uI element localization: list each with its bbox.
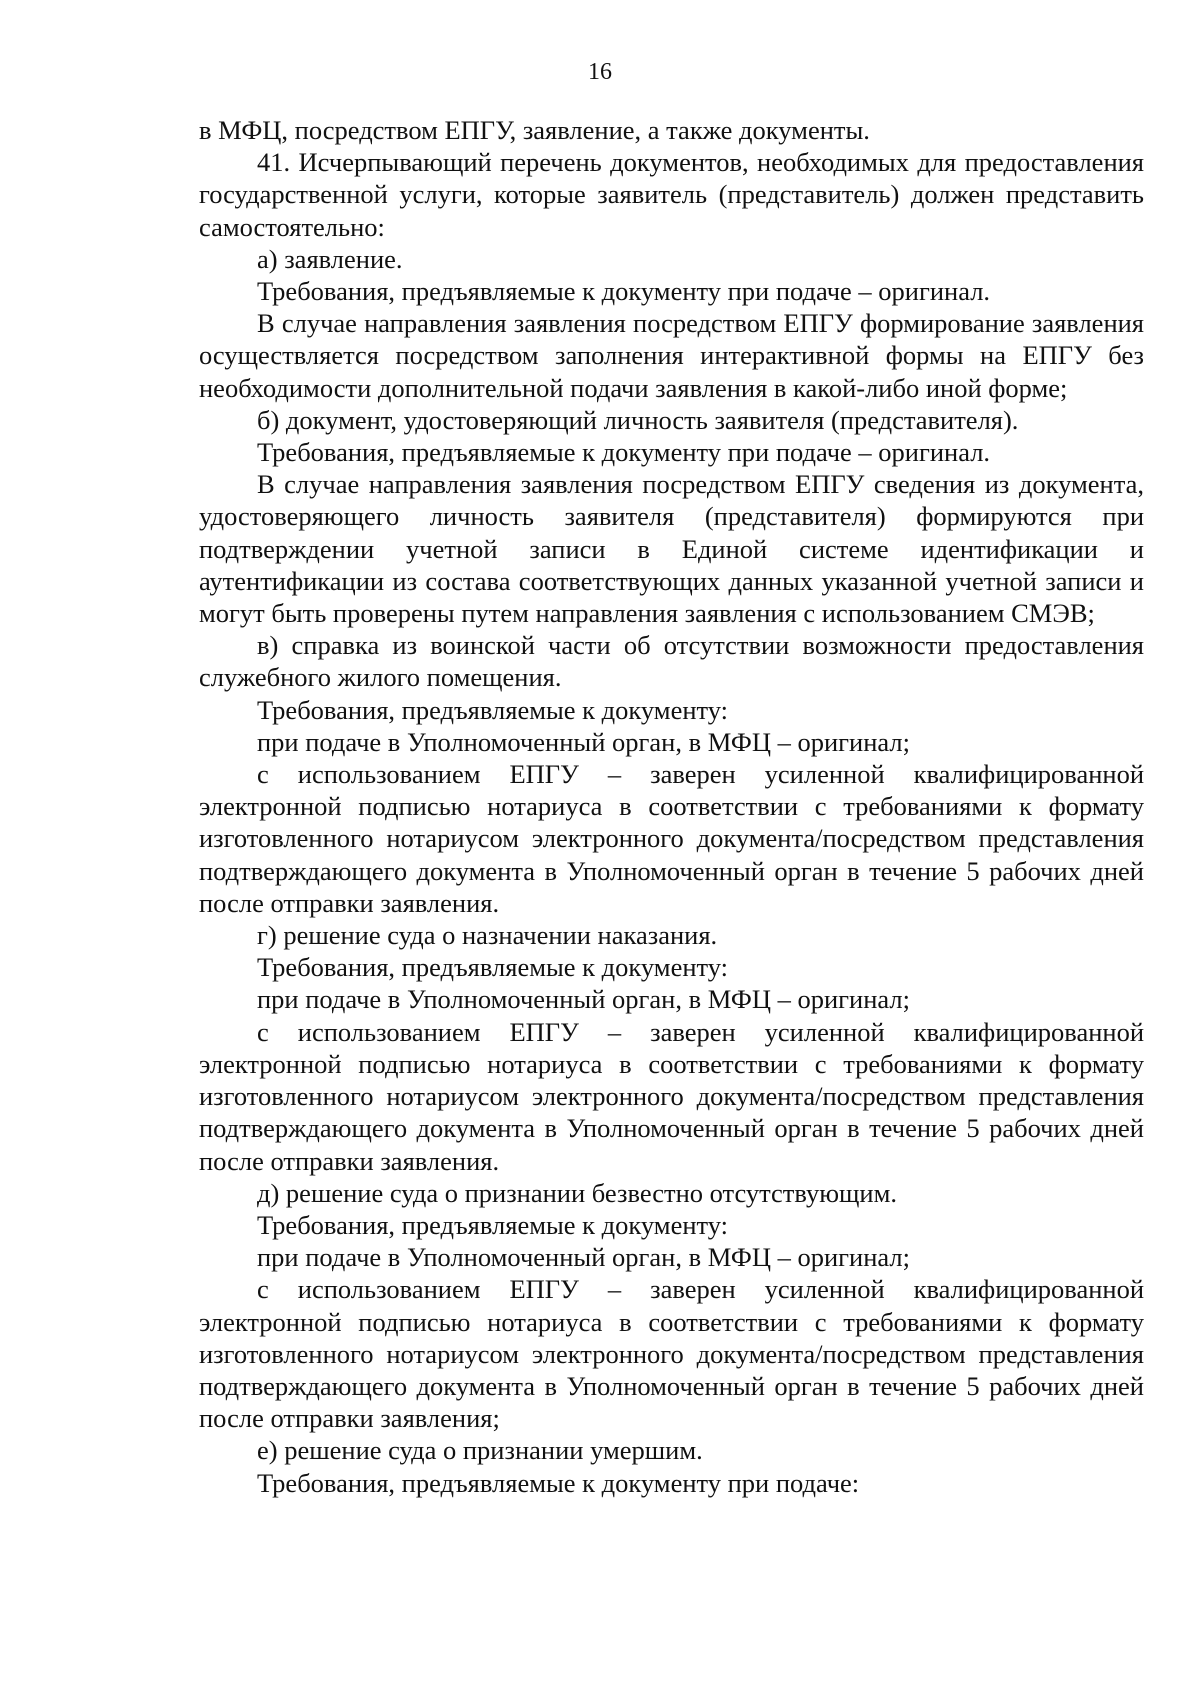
- body-paragraph: Требования, предъявляемые к документу:: [257, 694, 729, 725]
- body-paragraph: В случае направления заявления посредством ЕПГУ формирование заявления осуществляется посредством заполнения интерактивной формы на ЕПГУ без необходимости дополнительной подачи заявления в какой-либо иной форме;: [199, 308, 1144, 403]
- body-paragraph: е) решение суда о признании умершим.: [257, 1435, 703, 1466]
- body-paragraph: 41. Исчерпывающий перечень документов, необходимых для предоставления государственной услуги, которые заявитель (представитель) должен представить самостоятельно:: [199, 147, 1144, 242]
- body-paragraph: Требования, предъявляемые к документу при подаче – оригинал.: [257, 437, 991, 468]
- body-paragraph: б) документ, удостоверяющий личность заявителя (представителя).: [257, 404, 1019, 435]
- body-paragraph: при подаче в Уполномоченный орган, в МФЦ – оригинал;: [257, 984, 910, 1015]
- page-number: 16: [588, 59, 612, 85]
- body-paragraph: В случае направления заявления посредством ЕПГУ сведения из документа, удостоверяющего личность заявителя (представителя) формируются при подтверждении учетной записи в Единой системе идентификации и аутентификации из состава соответствующих данных указанной учетной записи и могут быть проверены путем направления заявления с использованием СМЭВ;: [199, 469, 1144, 629]
- body-paragraph: с использованием ЕПГУ – заверен усиленной квалифицированной электронной подписью нотариуса в соответствии с требованиями к формату изготовленного нотариусом электронного документа/посредством представления подтверждающего документа в Уполномоченный орган в течение 5 рабочих дней после отправки заявления.: [199, 1016, 1144, 1176]
- body-paragraph: г) решение суда о назначении наказания.: [257, 920, 718, 951]
- body-paragraph: а) заявление.: [257, 243, 403, 274]
- body-paragraph: с использованием ЕПГУ – заверен усиленной квалифицированной электронной подписью нотариуса в соответствии с требованиями к формату изготовленного нотариусом электронного документа/посредством представления подтверждающего документа в Уполномоченный орган в течение 5 рабочих дней после отправки заявления.: [199, 759, 1144, 918]
- body-paragraph: при подаче в Уполномоченный орган, в МФЦ – оригинал;: [257, 1242, 910, 1273]
- body-paragraph: Требования, предъявляемые к документу при подаче:: [257, 1467, 860, 1498]
- body-paragraph: Требования, предъявляемые к документу:: [257, 1209, 729, 1240]
- body-paragraph: д) решение суда о признании безвестно отсутствующим.: [257, 1177, 898, 1208]
- body-paragraph: Требования, предъявляемые к документу:: [257, 952, 729, 983]
- body-paragraph: Требования, предъявляемые к документу при подаче – оригинал.: [257, 276, 991, 307]
- body-paragraph: при подаче в Уполномоченный орган, в МФЦ – оригинал;: [257, 726, 910, 757]
- body-paragraph: с использованием ЕПГУ – заверен усиленной квалифицированной электронной подписью нотариуса в соответствии с требованиями к формату изготовленного нотариусом электронного документа/посредством представления подтверждающего документа в Уполномоченный орган в течение 5 рабочих дней после отправки заявления;: [199, 1274, 1144, 1434]
- document-body: [199, 114, 1144, 1499]
- body-paragraph: в) справка из воинской части об отсутствии возможности предоставления служебного жилого помещения.: [199, 630, 1144, 693]
- body-paragraph: в МФЦ, посредством ЕПГУ, заявление, а также документы.: [199, 115, 870, 145]
